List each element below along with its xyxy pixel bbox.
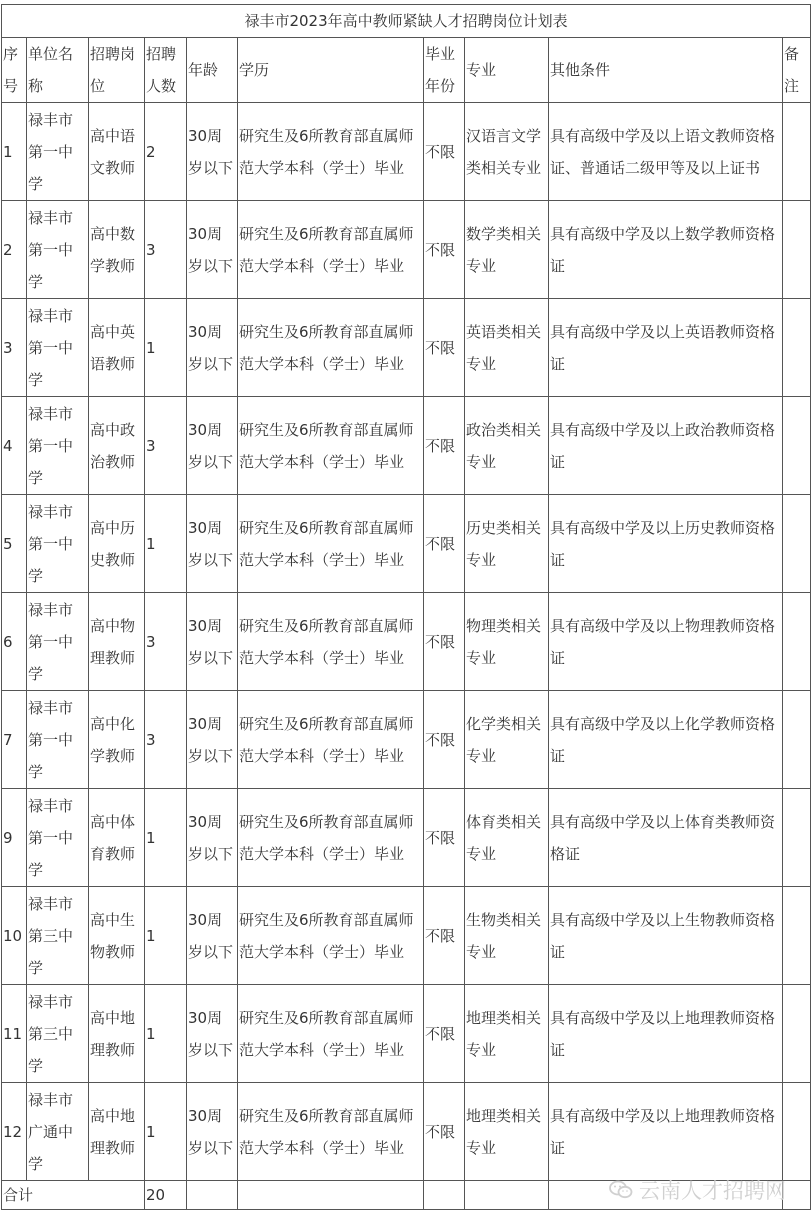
header-cell: 专业 — [465, 38, 549, 103]
total-empty-cell — [238, 1181, 424, 1210]
remarks-cell — [783, 201, 811, 299]
table-row — [2, 887, 811, 985]
row-number-cell: 1 — [2, 103, 27, 201]
headcount-cell: 3 — [145, 593, 187, 691]
header-cell: 学历 — [238, 38, 424, 103]
header-cell: 序号 — [2, 38, 27, 103]
table-row — [2, 789, 811, 887]
headcount-cell: 1 — [145, 789, 187, 887]
unit-name-cell: 禄丰市第一中学 — [27, 299, 89, 397]
education-cell: 研究生及6所教育部直属师范大学本科（学士）毕业 — [238, 691, 424, 789]
education-cell: 研究生及6所教育部直属师范大学本科（学士）毕业 — [238, 201, 424, 299]
headcount-cell: 1 — [145, 299, 187, 397]
total-count: 20 — [145, 1181, 187, 1210]
header-cell: 年龄 — [187, 38, 238, 103]
age-cell: 30周岁以下 — [187, 985, 238, 1083]
table-row — [2, 103, 811, 201]
remarks-cell — [783, 691, 811, 789]
education-cell: 研究生及6所教育部直属师范大学本科（学士）毕业 — [238, 887, 424, 985]
age-cell: 30周岁以下 — [187, 397, 238, 495]
graduation-year-cell: 不限 — [424, 1083, 465, 1181]
graduation-year-cell: 不限 — [424, 789, 465, 887]
other-conditions-cell: 具有高级中学及以上生物教师资格证 — [549, 887, 783, 985]
headcount-cell: 1 — [145, 1083, 187, 1181]
age-cell: 30周岁以下 — [187, 495, 238, 593]
age-cell: 30周岁以下 — [187, 691, 238, 789]
major-cell: 化学类相关专业 — [465, 691, 549, 789]
table-row — [2, 593, 811, 691]
age-cell: 30周岁以下 — [187, 103, 238, 201]
table-row — [2, 201, 811, 299]
major-cell: 地理类相关专业 — [465, 985, 549, 1083]
remarks-cell — [783, 789, 811, 887]
table-row — [2, 985, 811, 1083]
header-cell: 毕业年份 — [424, 38, 465, 103]
major-cell: 历史类相关专业 — [465, 495, 549, 593]
row-number-cell: 4 — [2, 397, 27, 495]
other-conditions-cell: 具有高级中学及以上物理教师资格证 — [549, 593, 783, 691]
major-cell: 数学类相关专业 — [465, 201, 549, 299]
table-header-row — [2, 38, 811, 103]
graduation-year-cell: 不限 — [424, 495, 465, 593]
major-cell: 汉语言文学类相关专业 — [465, 103, 549, 201]
position-cell: 高中物理教师 — [89, 593, 145, 691]
age-cell: 30周岁以下 — [187, 201, 238, 299]
remarks-cell — [783, 397, 811, 495]
unit-name-cell: 禄丰市第三中学 — [27, 887, 89, 985]
other-conditions-cell: 具有高级中学及以上英语教师资格证 — [549, 299, 783, 397]
table-row — [2, 495, 811, 593]
graduation-year-cell: 不限 — [424, 691, 465, 789]
remarks-cell — [783, 299, 811, 397]
position-cell: 高中语文教师 — [89, 103, 145, 201]
age-cell: 30周岁以下 — [187, 789, 238, 887]
major-cell: 地理类相关专业 — [465, 1083, 549, 1181]
remarks-cell — [783, 495, 811, 593]
unit-name-cell: 禄丰市第一中学 — [27, 789, 89, 887]
unit-name-cell: 禄丰市第一中学 — [27, 495, 89, 593]
headcount-cell: 3 — [145, 691, 187, 789]
table-row — [2, 397, 811, 495]
major-cell: 体育类相关专业 — [465, 789, 549, 887]
remarks-cell — [783, 985, 811, 1083]
table-row — [2, 691, 811, 789]
total-label: 合计 — [2, 1181, 145, 1210]
position-cell: 高中化学教师 — [89, 691, 145, 789]
position-cell: 高中数学教师 — [89, 201, 145, 299]
header-cell: 单位名称 — [27, 38, 89, 103]
other-conditions-cell: 具有高级中学及以上数学教师资格证 — [549, 201, 783, 299]
row-number-cell: 10 — [2, 887, 27, 985]
position-cell: 高中地理教师 — [89, 1083, 145, 1181]
position-cell: 高中英语教师 — [89, 299, 145, 397]
unit-name-cell: 禄丰市第一中学 — [27, 103, 89, 201]
row-number-cell: 9 — [2, 789, 27, 887]
other-conditions-cell: 具有高级中学及以上化学教师资格证 — [549, 691, 783, 789]
other-conditions-cell: 具有高级中学及以上政治教师资格证 — [549, 397, 783, 495]
major-cell: 物理类相关专业 — [465, 593, 549, 691]
education-cell: 研究生及6所教育部直属师范大学本科（学士）毕业 — [238, 495, 424, 593]
headcount-cell: 1 — [145, 887, 187, 985]
education-cell: 研究生及6所教育部直属师范大学本科（学士）毕业 — [238, 103, 424, 201]
major-cell: 生物类相关专业 — [465, 887, 549, 985]
graduation-year-cell: 不限 — [424, 397, 465, 495]
remarks-cell — [783, 887, 811, 985]
row-number-cell: 12 — [2, 1083, 27, 1181]
remarks-cell — [783, 593, 811, 691]
other-conditions-cell: 具有高级中学及以上地理教师资格证 — [549, 1083, 783, 1181]
unit-name-cell: 禄丰市第一中学 — [27, 397, 89, 495]
total-empty-cell — [465, 1181, 549, 1210]
position-cell: 高中体育教师 — [89, 789, 145, 887]
row-number-cell: 3 — [2, 299, 27, 397]
graduation-year-cell: 不限 — [424, 593, 465, 691]
age-cell: 30周岁以下 — [187, 299, 238, 397]
unit-name-cell: 禄丰市第三中学 — [27, 985, 89, 1083]
total-empty-cell — [424, 1181, 465, 1210]
education-cell: 研究生及6所教育部直属师范大学本科（学士）毕业 — [238, 789, 424, 887]
education-cell: 研究生及6所教育部直属师范大学本科（学士）毕业 — [238, 985, 424, 1083]
recruitment-plan-table — [1, 4, 811, 1210]
other-conditions-cell: 具有高级中学及以上语文教师资格证、普通话二级甲等及以上证书 — [549, 103, 783, 201]
header-cell: 招聘人数 — [145, 38, 187, 103]
education-cell: 研究生及6所教育部直属师范大学本科（学士）毕业 — [238, 397, 424, 495]
header-cell: 招聘岗位 — [89, 38, 145, 103]
education-cell: 研究生及6所教育部直属师范大学本科（学士）毕业 — [238, 1083, 424, 1181]
row-number-cell: 6 — [2, 593, 27, 691]
position-cell: 高中政治教师 — [89, 397, 145, 495]
position-cell: 高中地理教师 — [89, 985, 145, 1083]
headcount-cell: 3 — [145, 397, 187, 495]
watermark — [609, 1175, 786, 1205]
position-cell: 高中历史教师 — [89, 495, 145, 593]
table-title: 禄丰市2023年高中教师紧缺人才招聘岗位计划表 — [2, 5, 811, 38]
header-cell: 其他条件 — [549, 38, 783, 103]
graduation-year-cell: 不限 — [424, 299, 465, 397]
table-title-row — [2, 5, 811, 38]
row-number-cell: 5 — [2, 495, 27, 593]
wechat-icon — [609, 1180, 633, 1200]
unit-name-cell: 禄丰市第一中学 — [27, 201, 89, 299]
other-conditions-cell: 具有高级中学及以上体育类教师资格证 — [549, 789, 783, 887]
other-conditions-cell: 具有高级中学及以上历史教师资格证 — [549, 495, 783, 593]
headcount-cell: 2 — [145, 103, 187, 201]
graduation-year-cell: 不限 — [424, 985, 465, 1083]
row-number-cell: 11 — [2, 985, 27, 1083]
total-empty-cell — [187, 1181, 238, 1210]
unit-name-cell: 禄丰市广通中学 — [27, 1083, 89, 1181]
remarks-cell — [783, 1083, 811, 1181]
other-conditions-cell: 具有高级中学及以上地理教师资格证 — [549, 985, 783, 1083]
age-cell: 30周岁以下 — [187, 887, 238, 985]
position-cell: 高中生物教师 — [89, 887, 145, 985]
age-cell: 30周岁以下 — [187, 593, 238, 691]
table-row — [2, 299, 811, 397]
headcount-cell: 3 — [145, 201, 187, 299]
graduation-year-cell: 不限 — [424, 887, 465, 985]
row-number-cell: 2 — [2, 201, 27, 299]
remarks-cell — [783, 103, 811, 201]
unit-name-cell: 禄丰市第一中学 — [27, 593, 89, 691]
watermark-text: 云南人才招聘网 — [639, 1179, 786, 1203]
education-cell: 研究生及6所教育部直属师范大学本科（学士）毕业 — [238, 299, 424, 397]
unit-name-cell: 禄丰市第一中学 — [27, 691, 89, 789]
headcount-cell: 1 — [145, 985, 187, 1083]
total-empty-cell — [783, 1181, 811, 1210]
graduation-year-cell: 不限 — [424, 201, 465, 299]
graduation-year-cell: 不限 — [424, 103, 465, 201]
headcount-cell: 1 — [145, 495, 187, 593]
age-cell: 30周岁以下 — [187, 1083, 238, 1181]
education-cell: 研究生及6所教育部直属师范大学本科（学士）毕业 — [238, 593, 424, 691]
major-cell: 政治类相关专业 — [465, 397, 549, 495]
major-cell: 英语类相关专业 — [465, 299, 549, 397]
header-cell: 备注 — [783, 38, 811, 103]
table-row — [2, 1083, 811, 1181]
row-number-cell: 7 — [2, 691, 27, 789]
